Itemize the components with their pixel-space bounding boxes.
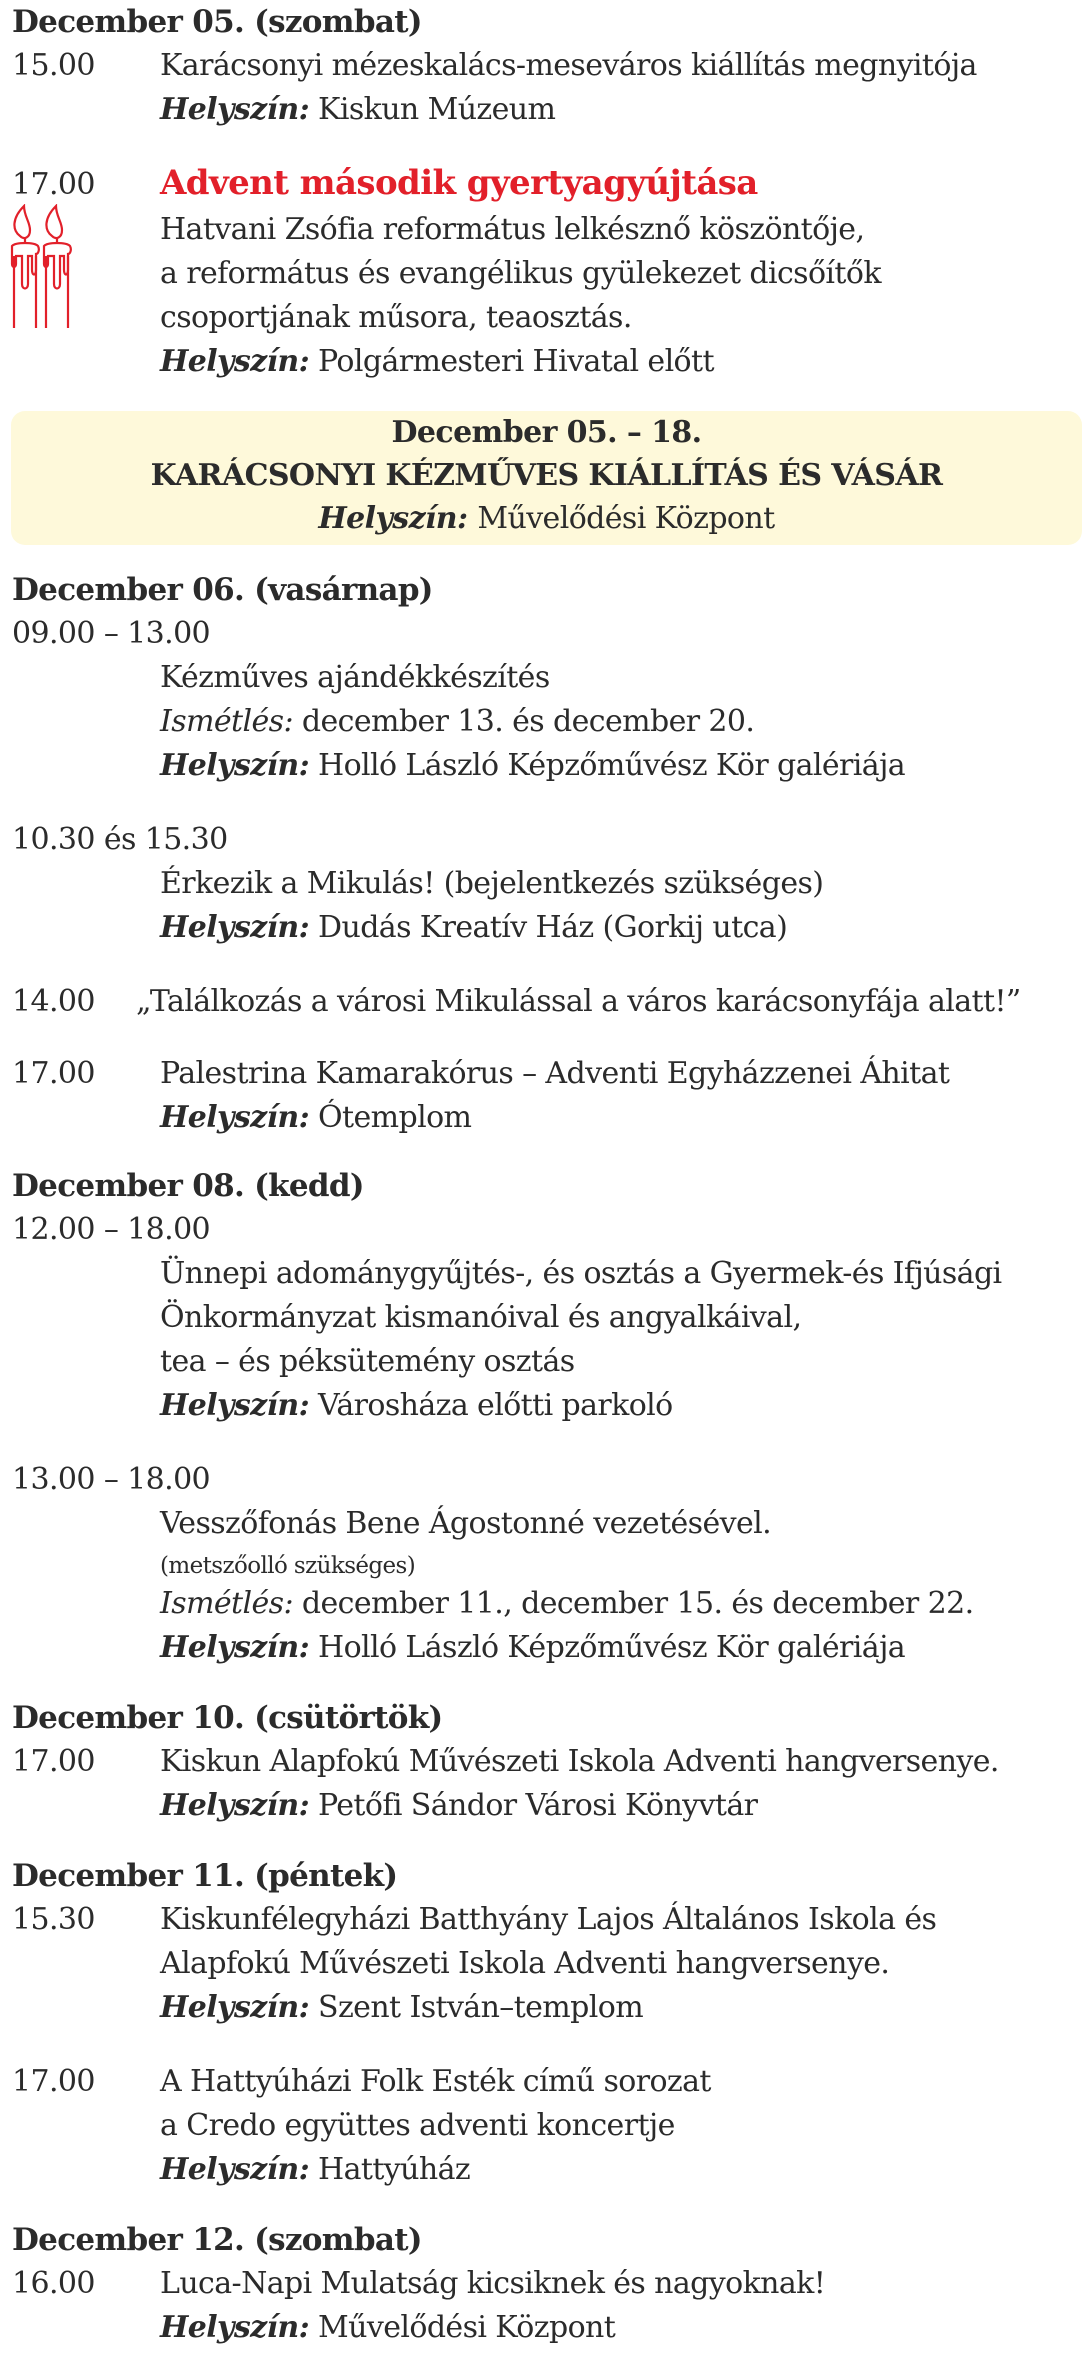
candle-wax-right (44, 243, 71, 289)
day-heading: December 12. (szombat) (12, 2222, 422, 2258)
location-label: Helyszín: (160, 1990, 310, 2025)
candle-flame-right (46, 206, 62, 238)
event-title: Karácsonyi mézeskalács-meseváros kiállítás megnyitója (160, 48, 977, 83)
event-title: Palestrina Kamarakórus – Adventi Egyházzenei Áhitat (160, 1056, 950, 1091)
event-description-line: a református és evangélikus gyülekezet dicsőítők (160, 256, 881, 291)
repeat-value: december 13. és december 20. (301, 704, 755, 739)
event-description-line: tea – és péksütemény osztás (160, 1344, 575, 1379)
event-location (160, 746, 905, 786)
location-label: Helyszín: (160, 910, 310, 945)
candle-wax-left (12, 243, 39, 289)
event-time: 17.00 (12, 1744, 95, 1779)
banner-location (11, 499, 1082, 539)
location-value: Hattyúház (318, 2152, 471, 2187)
location-label: Helyszín: (160, 344, 310, 379)
event-location (160, 1628, 905, 1668)
event-title: Érkezik a Mikulás! (bejelentkezés szükséges) (160, 866, 824, 901)
event-title: Vesszőfonás Bene Ágostonné vezetésével. (160, 1506, 772, 1541)
event-title-highlight: Advent második gyertyagyújtása (160, 163, 758, 203)
event-title: Luca-Napi Mulatság kicsiknek és nagyoknak! (160, 2266, 826, 2301)
repeat-label: Ismétlés: (160, 1586, 293, 1621)
event-time: 14.00 (12, 984, 95, 1019)
event-location (160, 2150, 470, 2190)
location-label: Helyszín: (160, 1388, 310, 1423)
event-description-line: Ünnepi adománygyűjtés-, és osztás a Gyermek-és Ifjúsági (160, 1256, 1002, 1291)
day-heading: December 10. (csütörtök) (12, 1700, 443, 1736)
event-time: 13.00 – 18.00 (12, 1462, 211, 1497)
location-value: Kiskun Múzeum (318, 92, 556, 127)
event-description-line: Kiskunfélegyházi Batthyány Lajos Általános Iskola és (160, 1902, 937, 1937)
event-time: 09.00 – 13.00 (12, 616, 211, 651)
repeat-value: december 11., december 15. és december 22. (301, 1586, 974, 1621)
event-time: 15.30 (12, 1902, 95, 1937)
day-heading: December 08. (kedd) (12, 1168, 364, 1204)
banner-dates: December 05. – 18. (391, 415, 702, 450)
location-label: Helyszín: (160, 1630, 310, 1665)
event-location (160, 908, 787, 948)
event-location (160, 342, 714, 382)
event-description-line: csoportjának műsora, teaosztás. (160, 300, 632, 335)
location-value: Művelődési Központ (318, 2310, 616, 2345)
event-location (160, 1098, 471, 1138)
event-time: 17.00 (12, 2064, 95, 2099)
event-time: 10.30 és 15.30 (12, 822, 228, 857)
event-description-line: Önkormányzat kismanóival és angyalkáival, (160, 1300, 802, 1335)
banner-title: KARÁCSONYI KÉZMŰVES KIÁLLÍTÁS ÉS VÁSÁR (150, 458, 943, 493)
location-value: Holló László Képzőművész Kör galériája (318, 1630, 906, 1665)
event-location (160, 1988, 643, 2028)
repeat-label: Ismétlés: (160, 704, 293, 739)
day-heading: December 05. (szombat) (12, 4, 422, 40)
location-label: Helyszín: (160, 2152, 310, 2187)
location-label: Helyszín: (160, 748, 310, 783)
event-location (160, 90, 555, 130)
event-time: 17.00 (12, 1056, 95, 1091)
location-value: Ótemplom (318, 1100, 472, 1135)
location-value: Dudás Kreatív Ház (Gorkij utca) (318, 910, 788, 945)
day-heading: December 06. (vasárnap) (12, 572, 433, 608)
location-value: Holló László Képzőművész Kör galériája (318, 748, 906, 783)
location-value: Városháza előtti parkoló (318, 1388, 673, 1423)
location-value: Művelődési Központ (477, 501, 775, 536)
event-description-line: A Hattyúházi Folk Esték című sorozat (160, 2064, 711, 2099)
event-description-line: a Credo együttes adventi koncertje (160, 2108, 675, 2143)
event-time: 12.00 – 18.00 (12, 1212, 211, 1247)
event-location (160, 1386, 673, 1426)
event-description-line: Hatvani Zsófia református lelkésznő köszöntője, (160, 212, 865, 247)
location-label: Helyszín: (160, 2310, 310, 2345)
event-repeat (160, 702, 754, 742)
event-location (160, 1786, 757, 1826)
candles-icon (6, 204, 76, 328)
location-label: Helyszín: (160, 1788, 310, 1823)
location-label: Helyszín: (160, 1100, 310, 1135)
event-location (160, 2308, 615, 2348)
location-label: Helyszín: (160, 92, 310, 127)
location-label: Helyszín: (318, 501, 468, 536)
event-description-line: Alapfokú Művészeti Iskola Adventi hangversenye. (160, 1946, 890, 1981)
event-title: Kiskun Alapfokú Művészeti Iskola Adventi hangversenye. (160, 1744, 999, 1779)
event-time: 17.00 (12, 167, 95, 202)
candle-flame-left (14, 206, 30, 238)
day-heading: December 11. (péntek) (12, 1858, 398, 1894)
event-time: 16.00 (12, 2266, 95, 2301)
event-title: Kézműves ajándékkészítés (160, 660, 550, 695)
location-value: Szent István–templom (318, 1990, 644, 2025)
event-repeat (160, 1584, 974, 1624)
location-value: Petőfi Sándor Városi Könyvtár (318, 1788, 758, 1823)
event-note: (metszőolló szükséges) (160, 1553, 416, 1579)
event-title: „Találkozás a városi Mikulással a város karácsonyfája alatt!” (136, 984, 1021, 1019)
event-time: 15.00 (12, 48, 95, 83)
location-value: Polgármesteri Hivatal előtt (318, 344, 714, 379)
